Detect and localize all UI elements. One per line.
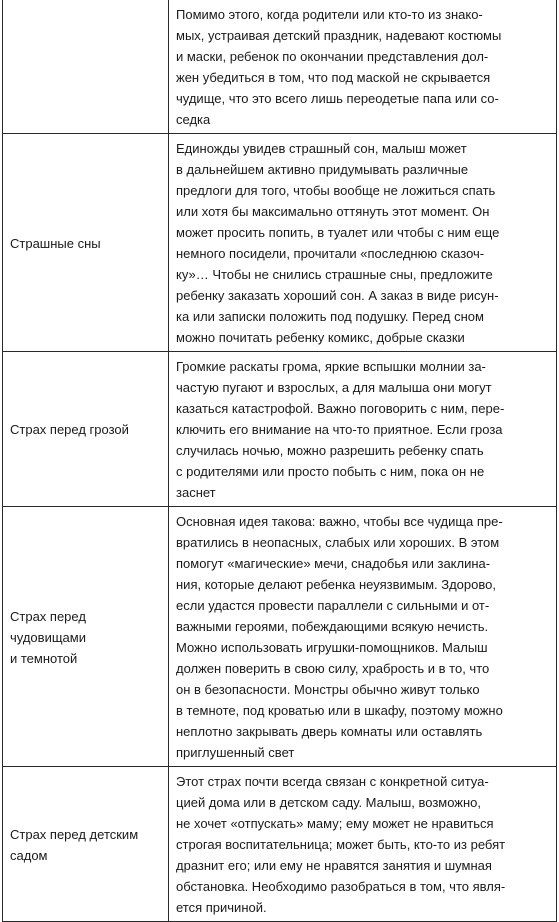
topic-label: чудовищами — [10, 629, 86, 645]
text-line: случилась ночью, можно разрешить ребенку спать — [176, 443, 484, 458]
text-line: Можно использовать игрушки-помощников. Малыш — [176, 640, 488, 655]
topic-cell — [3, 767, 169, 922]
fears-table — [2, 0, 557, 922]
text-line: если удастся провести параллели с сильными и от- — [176, 598, 490, 613]
text-line: предлоги для того, чтобы вообще не ложиться спать — [176, 183, 496, 198]
topic-cell — [3, 0, 169, 134]
text-line: ка или записки положить под подушку. Перед сном — [176, 309, 484, 324]
text-line: должен поверить в свою силу, храбрость и в то, что — [176, 661, 490, 676]
text-line: неплотно закрывать дверь комнаты или оставлять — [176, 724, 483, 739]
text-line: мых, устраивая детский праздник, надевают костюмы — [176, 28, 502, 43]
text-line: Основная идея такова: важно, чтобы все чудища пре- — [176, 514, 503, 529]
topic-label: Страх перед детским — [10, 826, 139, 842]
text-line: вратились в неопасных, слабых или хороших. В этом — [176, 535, 500, 550]
text-line: заснет — [176, 485, 216, 500]
text-line: частую пугают и взрослых, а для малыша они могут — [176, 380, 492, 395]
text-line: он в безопасности. Монстры обычно живут только — [176, 682, 480, 697]
description-cell — [169, 507, 557, 767]
text-line: строгая воспитательница; может быть, кто-то из ребят — [176, 837, 506, 852]
text-line: цией дома или в детском саду. Малыш, возможно, — [176, 795, 482, 810]
topic-cell — [3, 134, 169, 352]
text-line: немного посидели, прочитали «последнюю сказоч- — [176, 246, 485, 261]
text-line: не хочет «отпускать» маму; ему может не нравиться — [176, 816, 494, 831]
text-line: Единожды увидев страшный сон, малыш может — [176, 141, 467, 156]
description-cell — [169, 352, 557, 507]
text-line: обстановка. Необходимо разобраться в том, что явля- — [176, 879, 506, 894]
text-line: с родителями или просто побыть с ним, пока он не — [176, 464, 485, 479]
text-line: может просить попить, в туалет или чтобы с ним еще — [176, 225, 500, 240]
text-line: и маски, ребенок по окончании представления дол- — [176, 49, 489, 64]
text-line: чудище, что это всего лишь переодетые папа или со- — [176, 91, 499, 106]
topic-cell — [3, 352, 169, 507]
text-line: Помимо этого, когда родители или кто-то из знако- — [176, 7, 483, 22]
text-line: Этот страх почти всегда связан с конкретной ситуа- — [176, 774, 489, 789]
topic-label: Страх перед грозой — [10, 422, 129, 437]
topic-label: Страшные сны — [10, 235, 101, 251]
description-cell — [169, 0, 557, 134]
topic-label: садом — [10, 847, 48, 863]
text-line: в дальнейшем активно придумывать различные — [176, 162, 469, 177]
text-line: дразнит его; или ему не нравятся занятия и шумная — [176, 858, 492, 873]
table-row — [3, 0, 557, 134]
topic-label: и темнотой — [10, 650, 78, 666]
topic-label: Страх перед — [10, 608, 86, 624]
text-line: важными героями, побеждающими всякую нечисть. — [176, 619, 489, 634]
text-line: ключить его внимание на что-то приятное. Если гроза — [176, 422, 503, 437]
text-line: или хотя бы максимально оттянуть этот момент. Он — [176, 204, 490, 219]
table-row — [3, 767, 557, 922]
description-cell — [169, 134, 557, 352]
text-line: ребенку заказать хороший сон. А заказ в виде рисун- — [176, 288, 499, 303]
text-line: можно почитать ребенку комикс, добрые сказки — [176, 330, 465, 345]
text-line: Громкие раскаты грома, яркие вспышки молнии за- — [176, 359, 486, 374]
text-line: ку»… Чтобы не снились страшные сны, предложите — [176, 267, 493, 282]
topic-cell — [3, 507, 169, 767]
text-line: в темноте, под кроватью или в шкафу, поэтому можно — [176, 703, 503, 718]
table-row — [3, 352, 557, 507]
table-row — [3, 507, 557, 767]
text-line: казаться катастрофой. Важно поговорить с ним, пере- — [176, 401, 505, 416]
text-line: приглушенный свет — [176, 745, 295, 760]
text-line: седка — [176, 112, 211, 127]
text-line: ется причиной. — [176, 900, 267, 915]
description-cell — [169, 767, 557, 922]
text-line: помогут «магические» мечи, снадобья или заклина- — [176, 556, 491, 571]
text-line: жен убедиться в том, что под маской не скрывается — [176, 70, 491, 85]
table-row — [3, 134, 557, 352]
text-line: ния, которые делают ребенка неуязвимым. Здорово, — [176, 577, 496, 592]
